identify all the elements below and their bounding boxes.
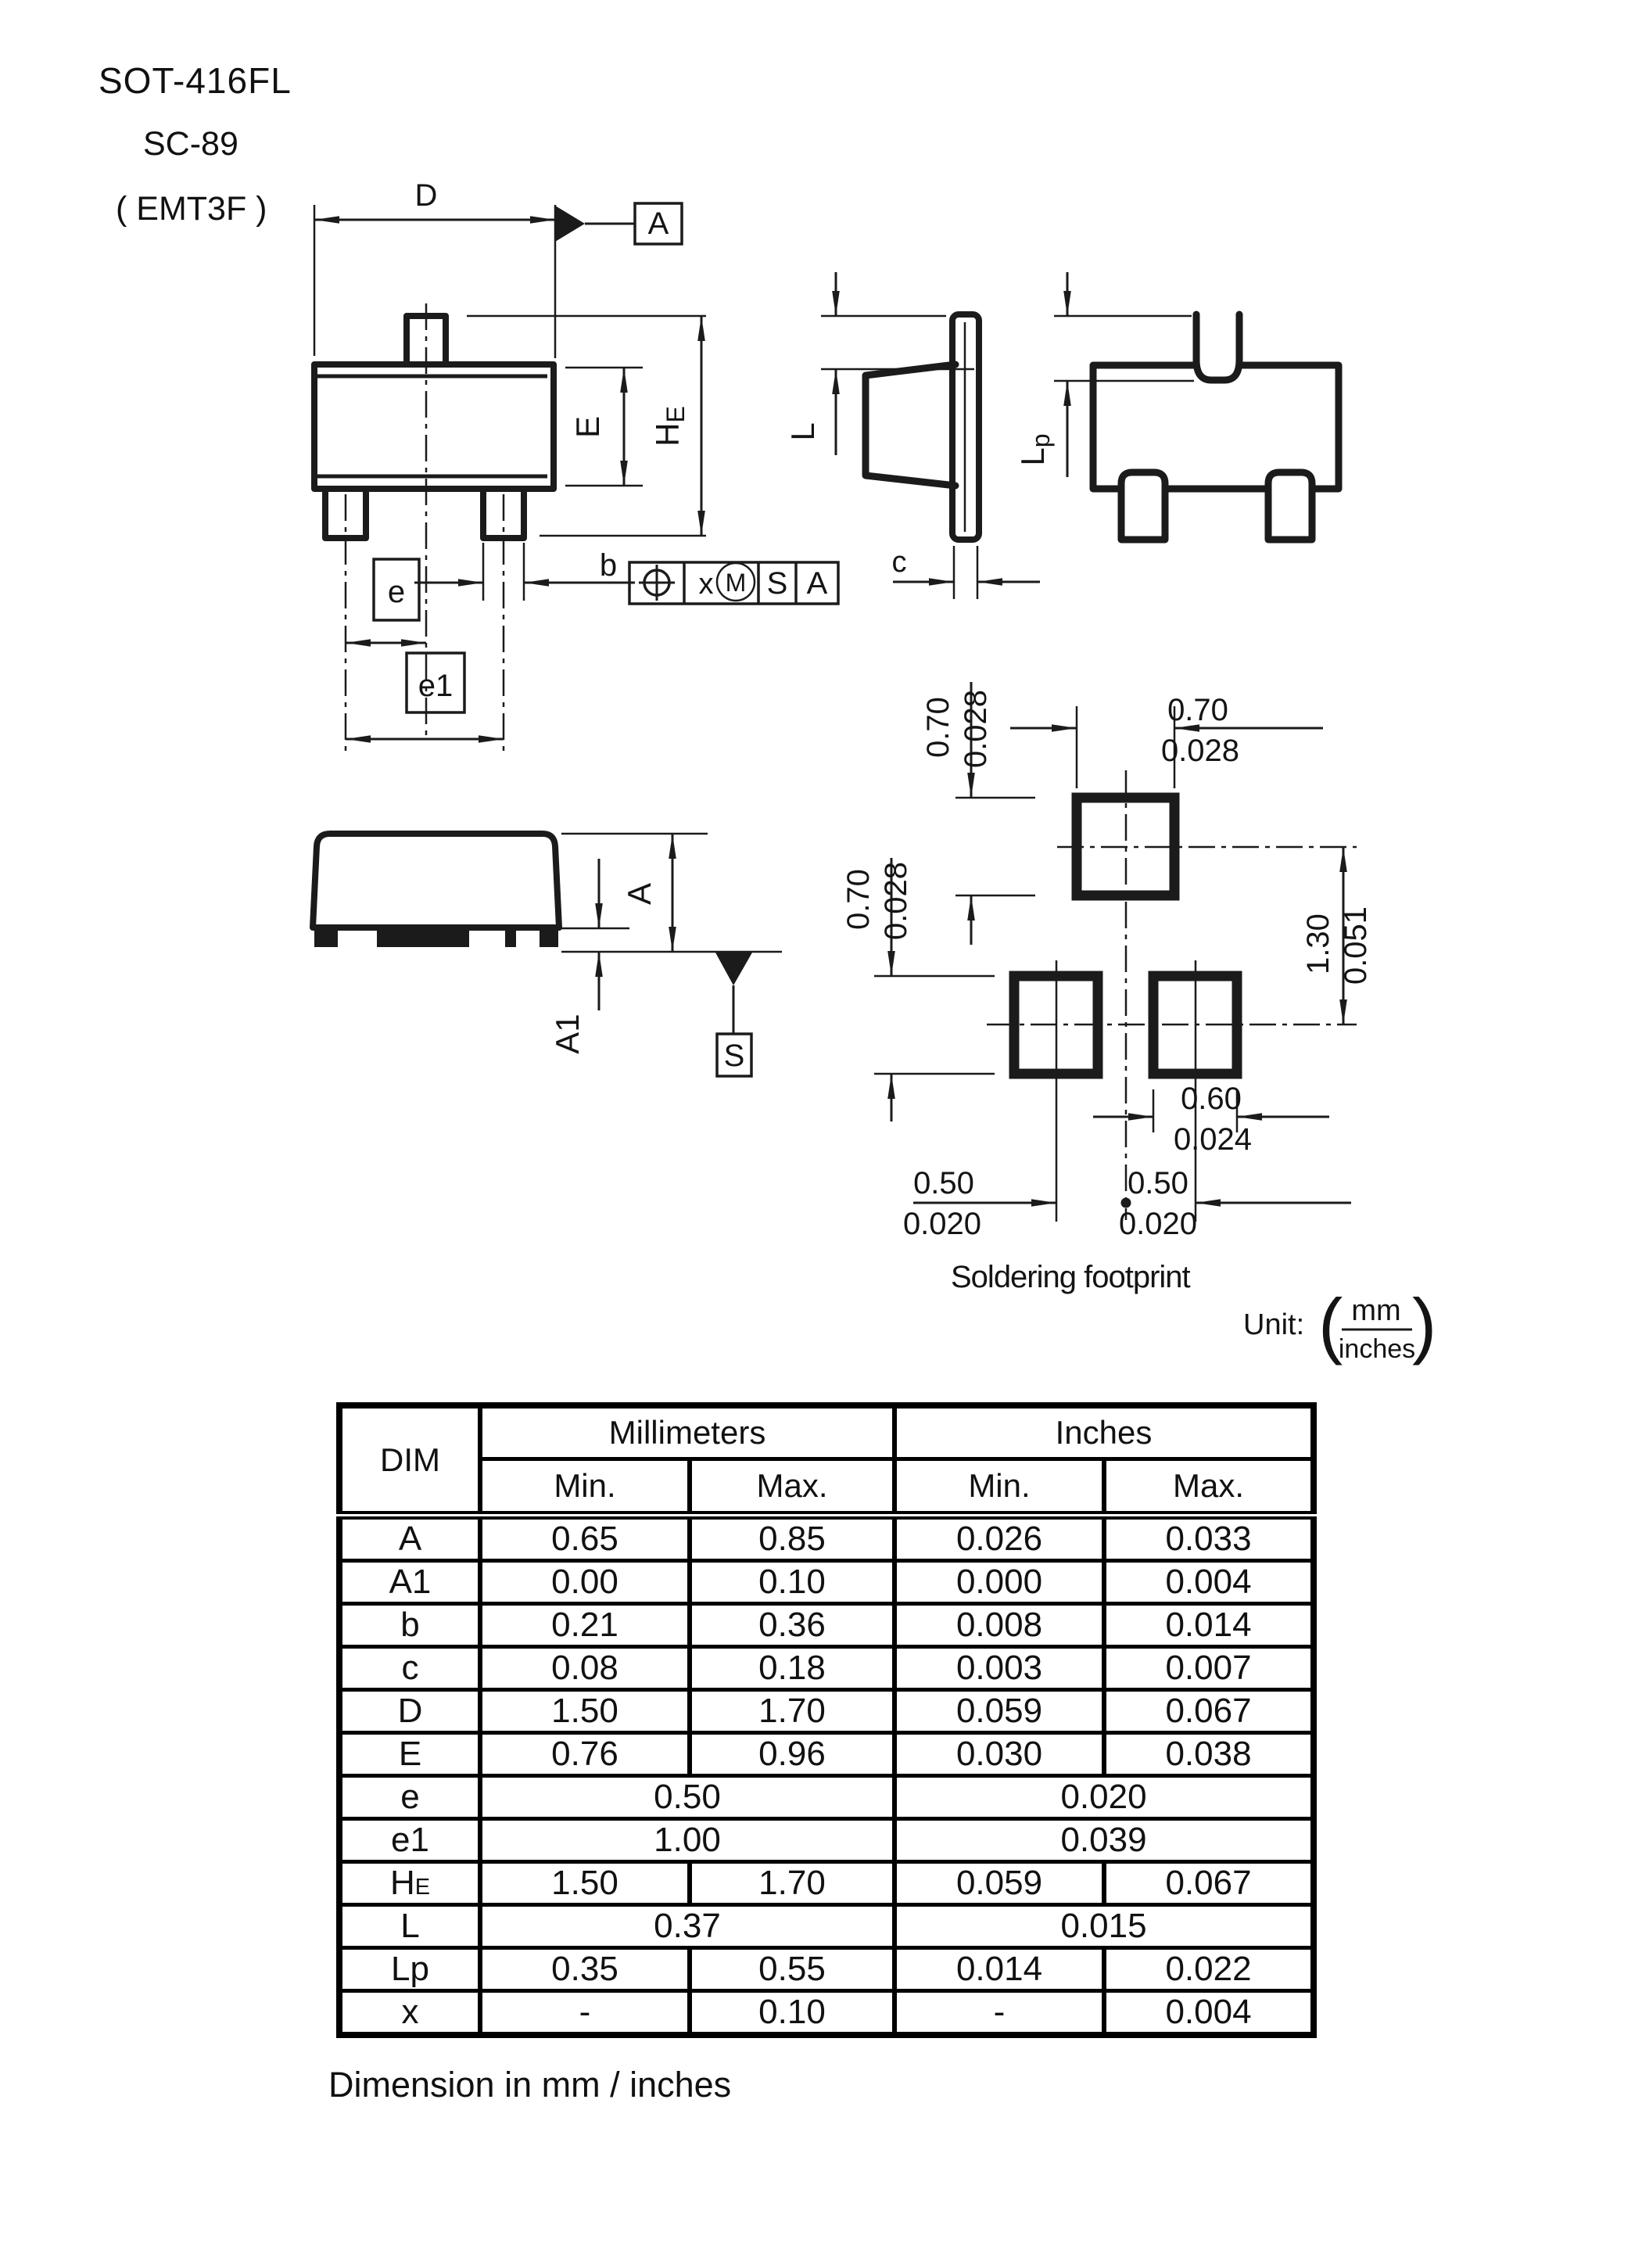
value-cell: 0.76	[480, 1733, 690, 1776]
dim-cell: E	[339, 1733, 480, 1776]
package-alt-name: SC-89	[143, 125, 238, 163]
datum-a-label: A	[647, 206, 669, 241]
dim-label-lp: Lp	[1014, 433, 1055, 466]
table-row	[339, 1690, 1314, 1733]
value-cell: 0.65	[480, 1516, 690, 1561]
value-cell: 0.014	[894, 1948, 1104, 1991]
value-cell: 1.70	[690, 1862, 894, 1905]
fp-dim-horizontal-pitch	[903, 1166, 1351, 1241]
value-cell: 0.003	[894, 1647, 1104, 1690]
value-cell: 0.026	[894, 1516, 1104, 1561]
package-name: SOT-416FL	[99, 60, 292, 101]
value-cell-merged: 0.020	[894, 1776, 1314, 1819]
value-cell: 1.70	[690, 1690, 894, 1733]
value-cell-merged: 1.00	[480, 1819, 894, 1862]
table-row	[339, 1516, 1314, 1561]
table-row	[339, 1733, 1314, 1776]
header-in-max: Max.	[1104, 1459, 1314, 1516]
value-cell: 0.033	[1104, 1516, 1314, 1561]
front-bottom-left-lead	[1121, 472, 1165, 540]
dim-cell: e	[339, 1776, 480, 1819]
value-cell: 0.038	[1104, 1733, 1314, 1776]
value-cell: 0.008	[894, 1604, 1104, 1647]
value-cell: 0.004	[1104, 1561, 1314, 1604]
value-cell: 0.059	[894, 1862, 1104, 1905]
dimension-e1-pitch	[346, 653, 504, 739]
value-cell: 0.007	[1104, 1647, 1314, 1690]
value-cell: 0.10	[690, 1561, 894, 1604]
table-row	[339, 1862, 1314, 1905]
value-cell: 0.10	[690, 1991, 894, 2036]
table-row	[339, 1948, 1314, 1991]
value-cell-merged: 0.039	[894, 1819, 1314, 1862]
fp-dim-vertical-pitch	[1301, 847, 1373, 1025]
dim-label-c: c	[891, 546, 907, 579]
dim-cell: Lp	[339, 1948, 480, 1991]
front-view	[1014, 272, 1339, 540]
dimension-e-body	[565, 368, 643, 486]
fp-bottom-width-mm: 0.60	[1181, 1082, 1242, 1116]
fp-dim-bottom-width	[1093, 1082, 1329, 1157]
position-tolerance-icon	[639, 565, 675, 601]
value-cell: 0.35	[480, 1948, 690, 1991]
value-cell: 0.014	[1104, 1604, 1314, 1647]
front-bottom-right-lead	[1268, 472, 1312, 540]
dim-label-d: D	[414, 178, 438, 213]
value-cell: 1.50	[480, 1862, 690, 1905]
fp-bottom-height-in: 0.028	[879, 861, 913, 941]
footprint-caption: Soldering footprint	[951, 1260, 1190, 1294]
unit-numerator: mm	[1351, 1294, 1401, 1327]
dim-label-he: HE	[649, 406, 690, 447]
value-cell: 0.21	[480, 1604, 690, 1647]
header-dim: DIM	[339, 1405, 480, 1516]
value-cell: 0.000	[894, 1561, 1104, 1604]
header-mm-max: Max.	[690, 1459, 894, 1516]
unit-denominator: inches	[1338, 1334, 1416, 1364]
fcf-a-label: A	[806, 566, 828, 601]
value-cell: 0.36	[690, 1604, 894, 1647]
value-cell: 0.022	[1104, 1948, 1314, 1991]
header-millimeters: Millimeters	[480, 1405, 894, 1459]
value-cell-merged: 0.015	[894, 1905, 1314, 1948]
dimension-d	[314, 178, 555, 358]
value-cell: -	[894, 1991, 1104, 2036]
datum-s-label: S	[723, 1039, 745, 1073]
dimension-units-caption: Dimension in mm / inches	[328, 2065, 732, 2105]
dim-label-a1: A1	[549, 1014, 586, 1054]
fcf-s-label: S	[766, 566, 788, 601]
dimension-a1	[549, 859, 629, 1054]
fp-left-pitch-in: 0.020	[902, 1207, 982, 1241]
value-cell: 0.004	[1104, 1991, 1314, 2036]
dim-cell: e1	[339, 1819, 480, 1862]
dimension-a	[561, 834, 708, 952]
dim-label-e: E	[569, 415, 606, 439]
dimension-e-pitch	[346, 559, 426, 643]
front-top-lead-fill	[1196, 314, 1239, 380]
value-cell-merged: 0.37	[480, 1905, 894, 1948]
value-cell-merged: 0.50	[480, 1776, 894, 1819]
dim-label-e-pitch: e	[387, 575, 406, 609]
paren-close: )	[1412, 1283, 1437, 1365]
dim-cell: x	[339, 1991, 480, 2036]
value-cell: 1.50	[480, 1690, 690, 1733]
dim-cell: A1	[339, 1561, 480, 1604]
package-code: ( EMT3F )	[116, 190, 267, 228]
table-row	[339, 1991, 1314, 2036]
seating-view	[313, 834, 782, 1076]
value-cell: 0.85	[690, 1516, 894, 1561]
fp-right-pitch-mm: 0.50	[1128, 1166, 1188, 1200]
dim-cell: HE	[339, 1862, 480, 1905]
value-cell: -	[480, 1991, 690, 2036]
header-in-min: Min.	[894, 1459, 1104, 1516]
fp-dim-top-height	[921, 682, 1035, 945]
unit-note	[1243, 1283, 1436, 1365]
value-cell: 0.067	[1104, 1690, 1314, 1733]
table-row	[339, 1604, 1314, 1647]
dim-cell: c	[339, 1647, 480, 1690]
header-mm-min: Min.	[480, 1459, 690, 1516]
slab-outline	[313, 834, 559, 928]
fp-bottom-width-in: 0.024	[1173, 1122, 1253, 1157]
fp-vertical-pitch-mm: 1.30	[1301, 913, 1335, 974]
table-row	[339, 1647, 1314, 1690]
fp-left-pitch-mm: 0.50	[913, 1166, 974, 1200]
table-row	[339, 1561, 1314, 1604]
fp-dim-top-width	[1010, 693, 1323, 788]
datum-triangle	[555, 206, 585, 242]
value-cell: 0.55	[690, 1948, 894, 1991]
package-body-outline	[314, 364, 554, 489]
dimension-lp	[1014, 272, 1194, 477]
gullwing-body-outline	[866, 364, 955, 486]
value-cell: 0.030	[894, 1733, 1104, 1776]
unit-label: Unit:	[1243, 1308, 1305, 1341]
value-cell: 0.96	[690, 1733, 894, 1776]
dim-cell: A	[339, 1516, 480, 1561]
fcf-m-label: M	[725, 569, 747, 597]
value-cell: 0.08	[480, 1647, 690, 1690]
value-cell: 0.059	[894, 1690, 1104, 1733]
lead-notch-3	[516, 931, 540, 947]
dim-cell: b	[339, 1604, 480, 1647]
fcf-x-label: x	[698, 568, 714, 601]
dim-label-l: L	[784, 422, 821, 441]
fp-top-height-mm: 0.70	[921, 697, 955, 758]
soldering-footprint	[841, 682, 1436, 1365]
datum-s-triangle	[715, 953, 752, 985]
lead-notch-1	[338, 931, 377, 947]
feature-control-frame	[629, 562, 838, 604]
dimension-c	[892, 546, 1041, 599]
dim-label-a: A	[621, 882, 658, 906]
datum-s-flag	[715, 953, 752, 1076]
fp-top-height-in: 0.028	[959, 689, 993, 769]
header-inches: Inches	[894, 1405, 1314, 1459]
value-cell: 0.00	[480, 1561, 690, 1604]
dim-label-e1: e1	[418, 669, 454, 703]
dim-cell: D	[339, 1690, 480, 1733]
dim-cell: L	[339, 1905, 480, 1948]
fp-vertical-pitch-in: 0.051	[1339, 906, 1373, 985]
dimension-table	[336, 1402, 1317, 2038]
value-cell: 0.18	[690, 1647, 894, 1690]
fp-top-width-in: 0.028	[1160, 734, 1240, 768]
top-view	[314, 178, 838, 752]
fp-bottom-height-mm: 0.70	[841, 869, 876, 930]
datum-a-flag	[555, 203, 682, 244]
value-cell: 0.067	[1104, 1862, 1314, 1905]
dim-label-b: b	[599, 548, 618, 583]
side-view	[784, 272, 1040, 599]
fp-right-pitch-in: 0.020	[1118, 1207, 1198, 1241]
table-row	[339, 1776, 1314, 1819]
paren-open: (	[1318, 1283, 1343, 1365]
lead-notch-2	[469, 931, 505, 947]
dimension-b	[414, 543, 635, 601]
table-row	[339, 1905, 1314, 1948]
fp-top-width-mm: 0.70	[1167, 693, 1228, 727]
table-row	[339, 1819, 1314, 1862]
